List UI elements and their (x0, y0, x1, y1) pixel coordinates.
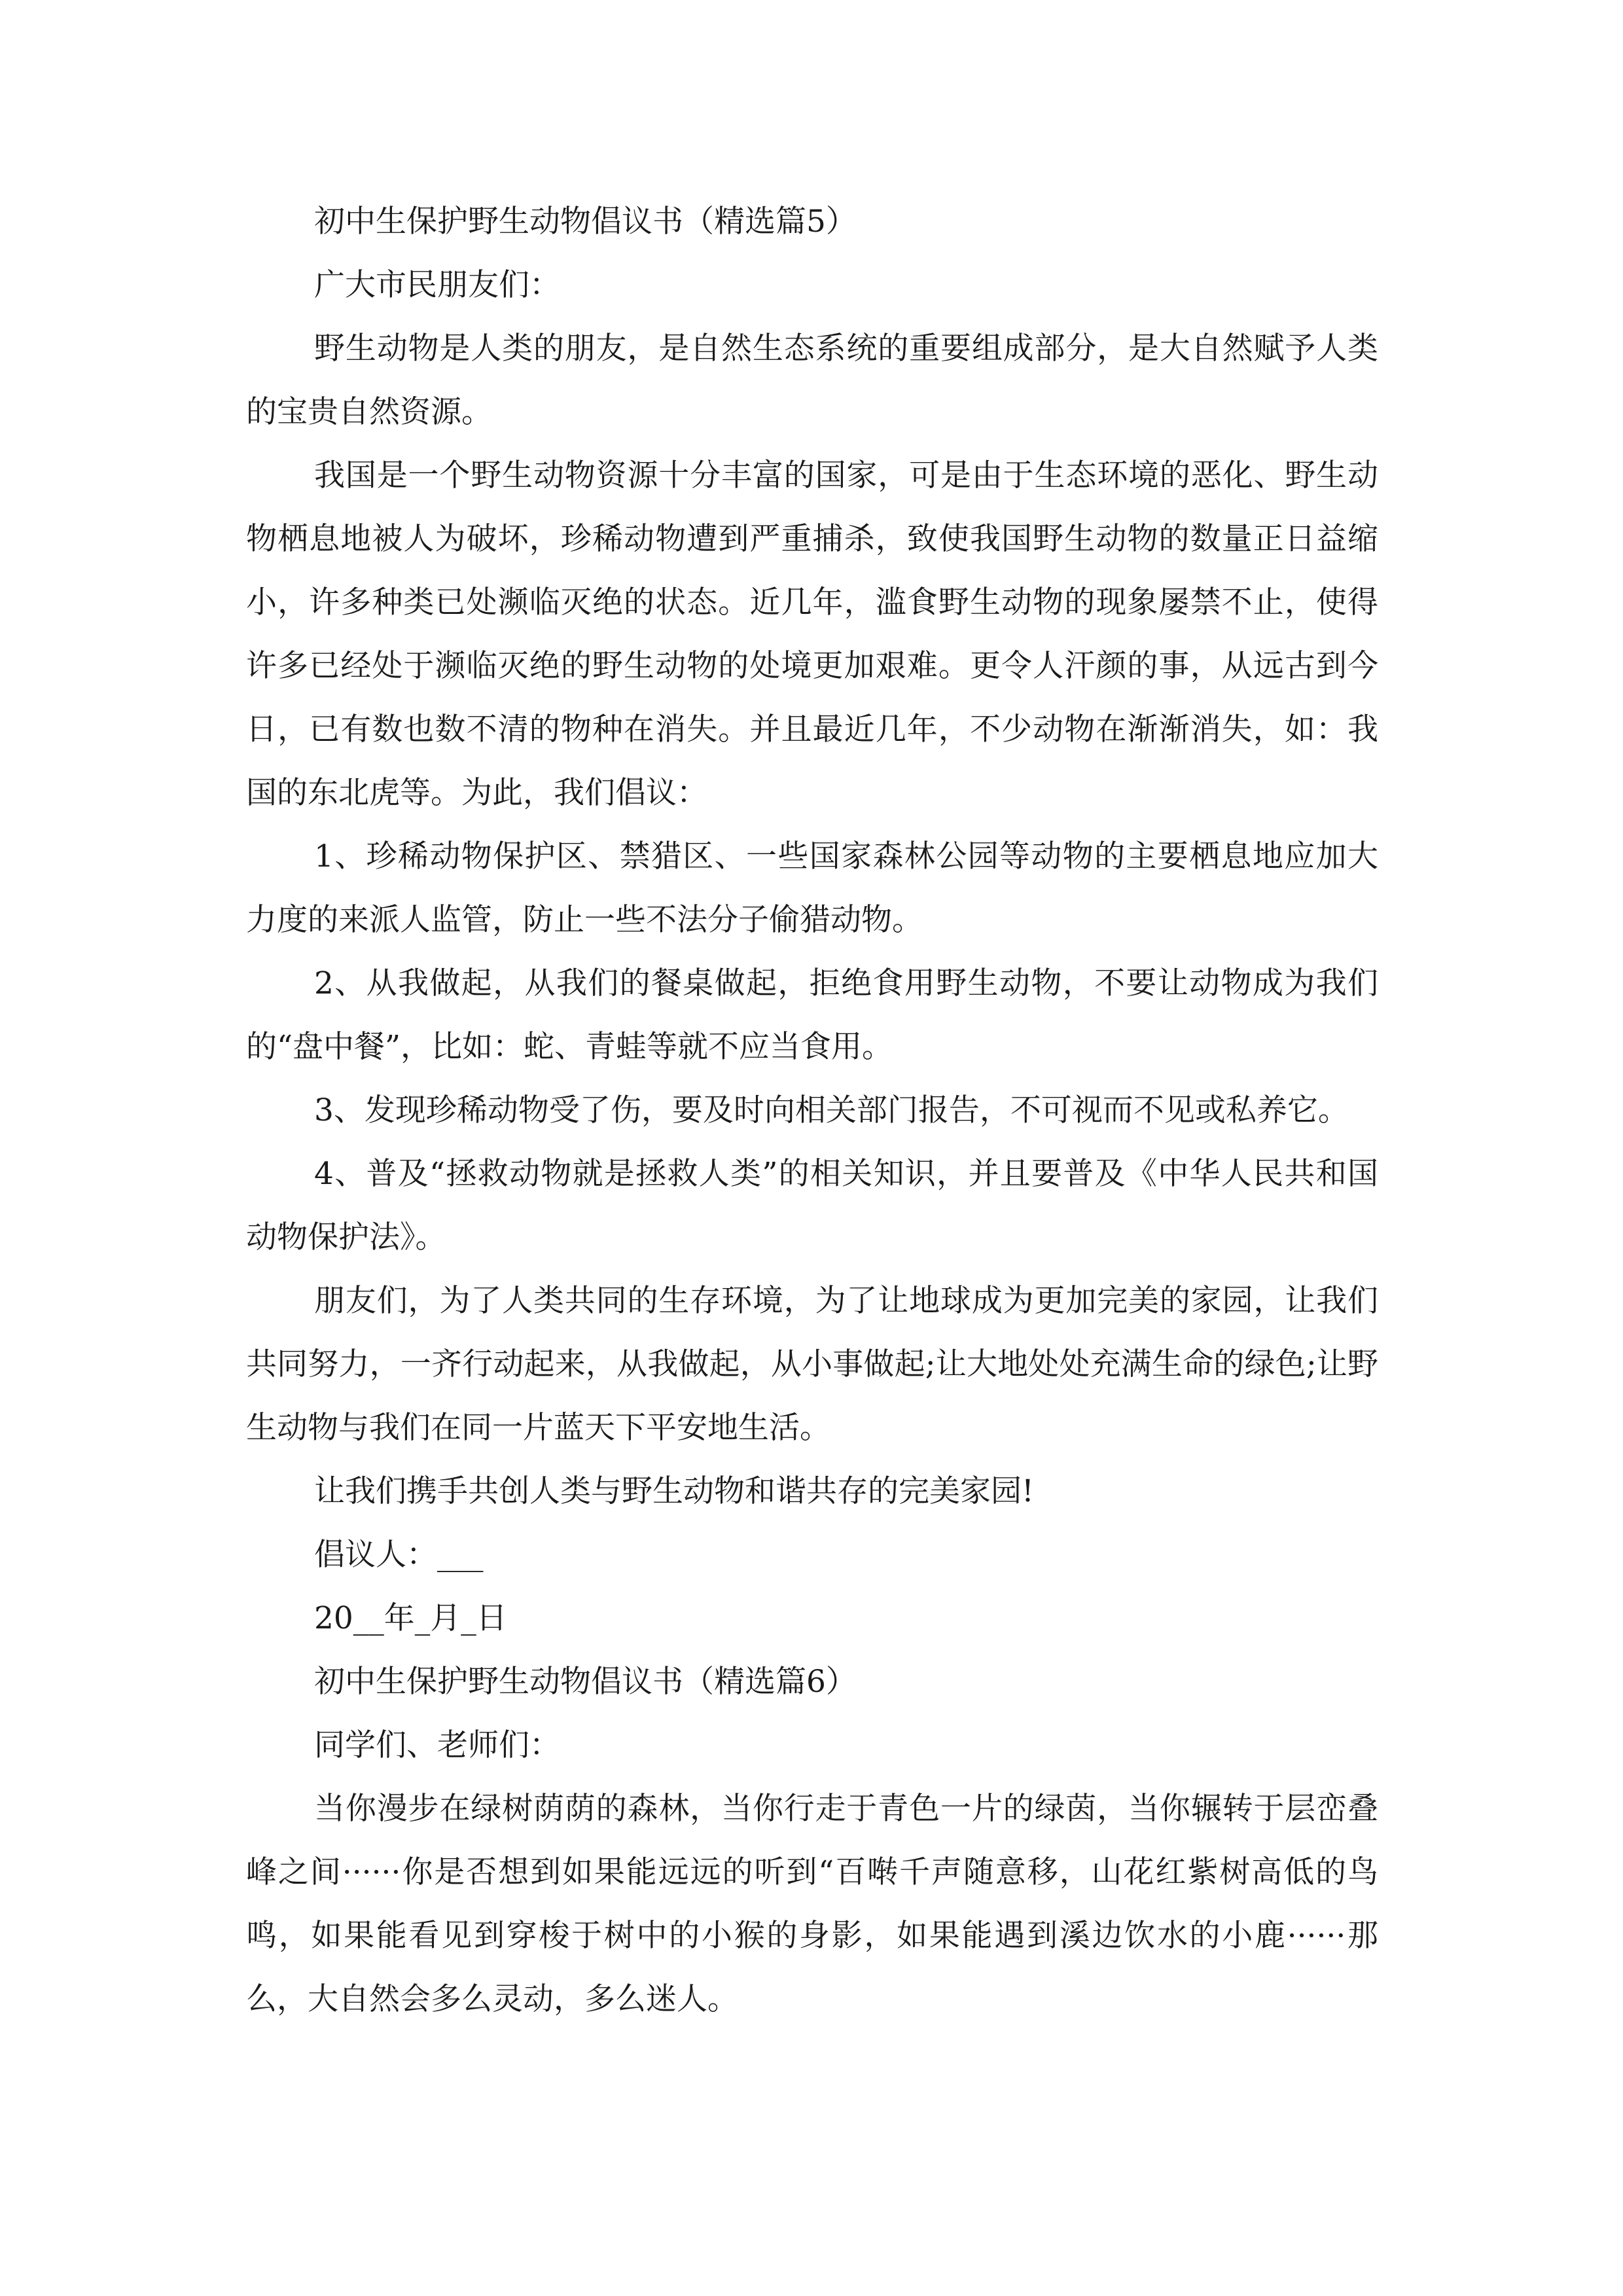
section-title-6: 初中生保护野生动物倡议书（精选篇6） (314, 1664, 857, 1700)
list-item-5-2: 2、从我做起，从我们的餐桌做起，拒绝食用野生动物，不要让动物成为我们的“盘中餐”，比如：蛇、青蛙等就不应当食用。 (246, 965, 1378, 1065)
date-line-5: 20__年_月_日 (314, 1600, 507, 1636)
salutation-6: 同学们、老师们： (314, 1727, 560, 1763)
paragraph-5-2: 我国是一个野生动物资源十分丰富的国家，可是由于生态环境的恶化、野生动物栖息地被人为破坏，珍稀动物遭到严重捕杀，致使我国野生动物的数量正日益缩小，许多种类已处濒临灭绝的状态。近几年，滥食野生动物的现象屡禁不止，使得许多已经处于濒临灭绝的野生动物的处境更加艰难。更令人汗颜的事，从远古到今日，已有数也数不清的物种在消失。并且最近几年，不少动物在渐渐消失，如：我国的东北虎等。为此，我们倡议： (246, 457, 1378, 811)
list-item-5-3: 3、发现珍稀动物受了伤，要及时向相关部门报告，不可视而不见或私养它。 (314, 1092, 1349, 1128)
section-title-5: 初中生保护野生动物倡议书（精选篇5） (314, 204, 857, 240)
paragraph-5-4: 让我们携手共创人类与野生动物和谐共存的完美家园! (314, 1473, 1034, 1509)
paragraph-5-3: 朋友们，为了人类共同的生存环境，为了让地球成为更加完美的家园，让我们共同努力，一齐行动起来，从我做起，从小事做起;让大地处处充满生命的绿色;让野生动物与我们在同一片蓝天下平安地生活。 (246, 1283, 1378, 1446)
signer-line-5: 倡议人：___ (314, 1537, 484, 1573)
paragraph-6-1: 当你漫步在绿树荫荫的森林，当你行走于青色一片的绿茵，当你辗转于层峦叠峰之间······你是否想到如果能远远的听到“百啭千声随意移，山花红紫树高低的鸟鸣，如果能看见到穿梭于树中的小猴的身影，如果能遇到溪边饮水的小鹿······那么，大自然会多么灵动，多么迷人。 (246, 1791, 1378, 2017)
salutation-5: 广大市民朋友们： (314, 267, 560, 303)
document-page (246, 190, 1378, 2031)
list-item-5-4: 4、普及“拯救动物就是拯救人类”的相关知识，并且要普及《中华人民共和国动物保护法》。 (246, 1156, 1378, 1255)
paragraph-5-1: 野生动物是人类的朋友，是自然生态系统的重要组成部分，是大自然赋予人类的宝贵自然资源。 (246, 331, 1378, 430)
list-item-5-1: 1、珍稀动物保护区、禁猎区、一些国家森林公园等动物的主要栖息地应加大力度的来派人监管，防止一些不法分子偷猎动物。 (246, 838, 1378, 938)
